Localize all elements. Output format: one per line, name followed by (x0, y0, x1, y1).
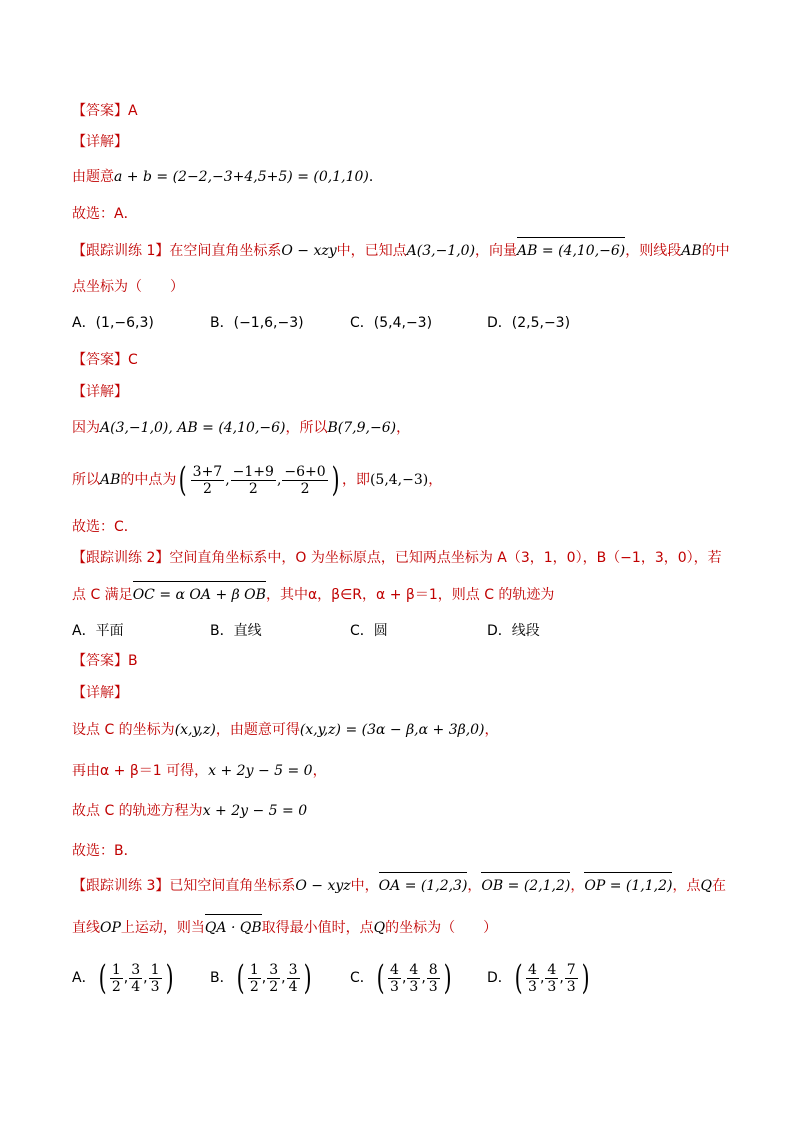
option-a: A．平面 (72, 623, 124, 639)
solution-line: 设点 C 的坐标为(x,y,z)，由题意可得(x,y,z) = (3α − β,α + 3β,0)， (72, 722, 499, 738)
question-line: 【跟踪训练 2】空间直角坐标系中，O 为坐标原点，已知两点坐标为 A（3，1，0），B（−1，3，0），若 (72, 550, 722, 566)
conclusion: 故选：A． (72, 206, 138, 222)
option-a: A．( $\frac{1}{2}$ , $\frac{3}{4}$ , $\frac{1}{3}$ ) (72, 958, 174, 998)
option-b: B．( $\frac{1}{2}$ , $\frac{3}{2}$ , $\frac{3}{4}$ ) (210, 958, 312, 998)
option-d: D．( $\frac{4}{3}$ , $\frac{4}{3}$ , $\frac{7}{3}$ ) (487, 958, 590, 998)
option-c: C．( $\frac{4}{3}$ , $\frac{4}{3}$ , $\frac{8}{3}$ ) (350, 958, 452, 998)
question-line: 【跟踪训练 3】已知空间直角坐标系O − xyz中，OA = (1,2,3)，OB = (2,1,2)，OP = (1,1,2)，点Q在 (72, 878, 726, 894)
solution-line: 所以AB的中点为( $\frac{3+7}{2}$ , $\frac{-1+9}{2}$ , $\frac{-6+0}{2}$ ) ，即(5,4,−3)， (72, 460, 443, 500)
option-d: D．线段 (487, 623, 540, 639)
fraction: $\frac{3+7}{2}$ (192, 463, 223, 497)
answer-label: 【答案】B (72, 653, 138, 669)
option-b: B．直线 (210, 623, 262, 639)
fraction: $\frac{-6+0}{2}$ (284, 463, 326, 497)
conclusion: 故选：B． (72, 843, 138, 859)
solution-line: 由题意a + b = (2−2,−3+4,5+5) = (0,1,10)． (72, 169, 383, 185)
option-c: C．圆 (350, 623, 388, 639)
conclusion: 故选：C． (72, 519, 138, 535)
option-b: B．(−1,6,−3) (210, 315, 304, 331)
answer-label: 【答案】A (72, 103, 138, 119)
detail-label: 【详解】 (72, 685, 128, 701)
detail-label: 【详解】 (72, 384, 128, 400)
solution-line: 故点 C 的轨迹方程为x + 2y − 5 = 0 (72, 803, 308, 819)
option-d: D．(2,5,−3) (487, 315, 571, 331)
solution-line: 因为A(3,−1,0), AB = (4,10,−6)，所以B(7,9,−6)， (72, 420, 411, 436)
question-line: 点坐标为（ ） (72, 279, 184, 295)
option-c: C．(5,4,−3) (350, 315, 433, 331)
fraction: $\frac{-1+9}{2}$ (232, 463, 274, 497)
solution-line: 再由α + β＝1 可得，x + 2y − 5 = 0， (72, 763, 327, 779)
option-a: A．(1,−6,3) (72, 315, 154, 331)
question-line: 直线OP上运动，则当QA · QB取得最小值时，点Q的坐标为（ ） (72, 920, 498, 936)
question-line: 点 C 满足OC = α OA + β OB，其中α，β∈R，α + β＝1，则点 C 的轨迹为 (72, 587, 555, 603)
question-line: 【跟踪训练 1】在空间直角坐标系O − xzy中，已知点A(3,−1,0)，向量AB = (4,10,−6)，则线段AB的中 (72, 243, 730, 259)
detail-label: 【详解】 (72, 134, 128, 150)
answer-label: 【答案】C (72, 352, 138, 368)
